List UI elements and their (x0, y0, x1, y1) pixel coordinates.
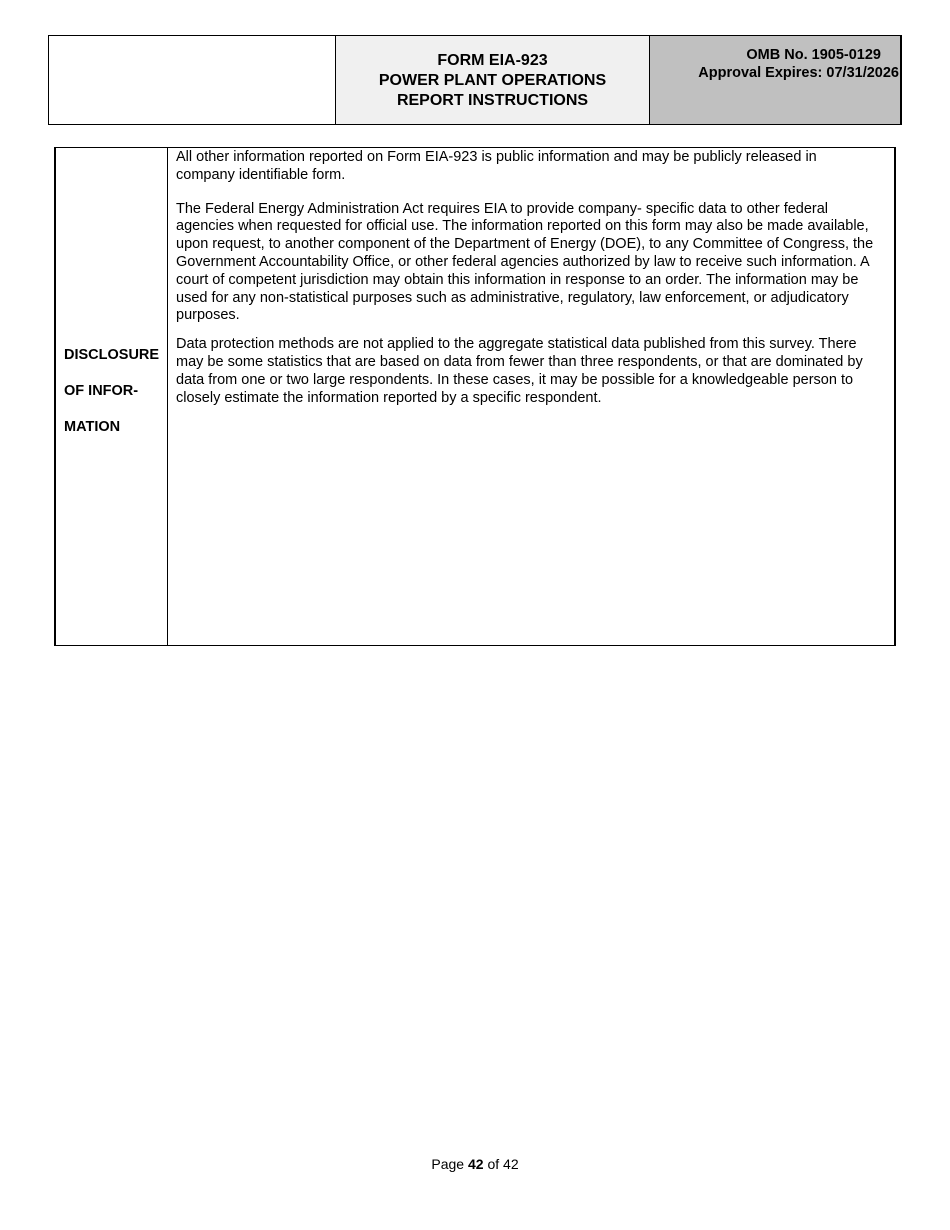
omb-number: OMB No. 1905-0129 (746, 47, 881, 63)
header-blank-cell (49, 36, 336, 124)
form-title-line-1: FORM EIA-923 (437, 52, 548, 69)
disclosure-paragraph-data-protection: Data protection methods are not applied to the aggregate statistical data published from this survey. There may be some statistics that are based on data from fewer than three respondents, or that are dominated by data from one or two large respondents. In these cases, it may be possible for a knowledgeable person to closely estimate the information reported by a specific respondent. (176, 336, 863, 406)
form-title-line-2: POWER PLANT OPERATIONS (378, 72, 607, 89)
page-prefix: Page (431, 1156, 465, 1172)
disclosure-table (54, 147, 896, 646)
page-total: 42 (503, 1156, 519, 1172)
form-header (48, 35, 902, 125)
page-of: of (487, 1156, 500, 1172)
disclosure-label-line-1: DISCLOSURE (64, 346, 160, 363)
disclosure-paragraph-public-info: All other information reported on Form EIA-923 is public information and may be publicly released in company identifiable form. (176, 149, 817, 183)
form-title-line-3: REPORT INSTRUCTIONS (396, 92, 589, 109)
page-current: 42 (467, 1156, 484, 1172)
disclosure-paragraph-fea-act: The Federal Energy Administration Act requires EIA to provide company- specific data to other federal agencies when requested for official use. The information reported on this form may also be made available, upon request, to another component of the Department of Energy (DOE), to any Committee of Congress, the Government Accountability Office, or other federal agencies authorized by law to receive such information. A court of competent jurisdiction may obtain this information in response to an order. The information may be used for any non-statistical purposes such as administrative, regulatory, law enforcement, or adjudicatory purposes. (176, 200, 874, 324)
form-title (336, 36, 650, 124)
disclosure-label (56, 148, 168, 645)
page-number (0, 1155, 950, 1173)
approval-expires: Approval Expires: 07/31/2026 (698, 65, 899, 81)
omb-info (650, 36, 900, 124)
disclosure-text (168, 148, 894, 645)
disclosure-label-line-3: MATION (64, 418, 121, 435)
disclosure-label-line-2: OF INFOR- (64, 382, 139, 399)
